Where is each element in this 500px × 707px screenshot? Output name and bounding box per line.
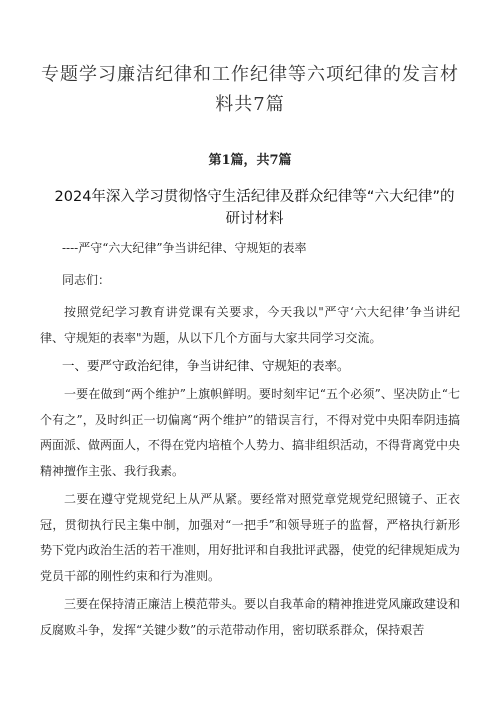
chapter-label: 第1篇，共7篇 [208, 153, 292, 168]
intro-paragraph: 按照党纪学习教育讲党课有关要求，今天我以"严守‘六大纪律’争当讲纪律、守规矩的表率"为题，从以下几个方面与大家共同学习交流。 [40, 305, 460, 345]
speech-subtitle: ----严守“六大纪律”争当讲纪律、守规矩的表率 [62, 241, 307, 255]
heading-1: 一、要严守政治纪律，争当讲纪律、守规矩的表率。 [62, 358, 350, 373]
document-title: 专题学习廉洁纪律和工作纪律等六项纪律的发言材料共7篇 [41, 64, 459, 115]
paragraph-1: 一要在做到“两个维护”上旗帜鲜明。要时刻牢记“五个必须”、坚决防止“七个有之”，及时纠正一切偏离“两个维护”的错误言行，不得对党中央阳奉阴违搞两面派、做两面人，不得在党内培植个人势力、搞非组织活动，不得背离党中央精神擅作主张、我行我素。 [40, 387, 461, 478]
section-title: 2024年深入学习贯彻恪守生活纪律及群众纪律等“六大纪律”的研讨材料 [54, 189, 455, 227]
paragraph-2: 二要在遵守党规党纪上从严从紧。要经常对照党章党规党纪照镜子、正衣冠，贯彻执行民主集中制，加强对“一把手”和领导班子的监督，严格执行新形势下党内政治生活的若干准则，用好批评和自我批评武器，使党的纪律规矩成为党员干部的刚性约束和行为准则。 [40, 492, 461, 583]
paragraph-3: 三要在保持清正廉洁上模范带头。要以自我革命的精神推进党风廉政建设和反腐败斗争，发挥“关键少数”的示范带动作用，密切联系群众，保持艰苦 [40, 597, 460, 637]
greeting: 同志们： [62, 273, 111, 287]
